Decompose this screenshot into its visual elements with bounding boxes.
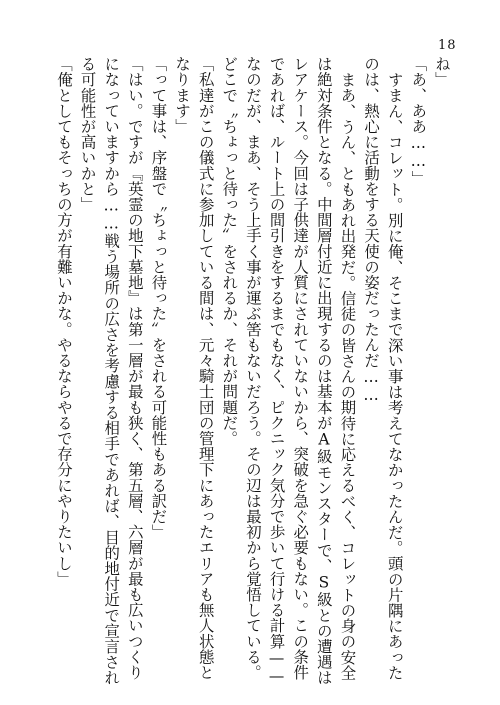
text-line: ね」 <box>433 56 451 88</box>
text-line: 「俺としてもそっちの方が有難いかな。やるならやるで存分にやりたいし」 <box>55 56 73 587</box>
text-line: になっていますから……戦う場所の広さを考慮する相手であれば、目的地付近で宣言され <box>102 56 121 686</box>
text-line: のは、熱心に活動をする天使の姿だったんだ…… <box>362 56 381 405</box>
text-line: まあ、うん、ともあれ出発だ。信徒の皆さんの期待に応えるべく、コレットの身の安全 <box>338 72 357 681</box>
text-line: 「はい。ですが『英霊の地下墓地』は第一層が最も狭く、第五層、六層が最も広いつくり <box>125 56 144 680</box>
text-line: レアケース。今回は子供達が人質にされていないから、突破を急ぐ必要もない。この条件 <box>291 56 310 680</box>
text-line: 「って事は、序盤で〝ちょっと待った〟をされる可能性もある訳だ」 <box>149 56 168 540</box>
page-number: 18 <box>438 38 457 53</box>
text-line: る可能性が高いかと」 <box>78 56 97 212</box>
text-line: 「私達がこの儀式に参加している間は、元々騎士団の管理下にあったエリアも無人状態と <box>196 56 215 680</box>
text-line: なのだが、まあ、そう上手く事が運ぶ筈もないだろう。その辺は最初から覚悟している。 <box>244 56 262 680</box>
vertical-text-body <box>55 56 451 686</box>
text-line: は絶対条件となる。中間層付近に出現するのは基本がA級モンスターで、S級との遭遇は <box>314 56 333 686</box>
text-line: どこで〝ちょっと待った〟をされるか、それが問題だ。 <box>220 56 239 446</box>
text-line: であれば、ルート上の間引きをするまでもなく、ピクニック気分で歩いて行ける計算—— <box>267 56 286 686</box>
text-line: すまん、コレット。別に俺、そこまで深い事は考えてなかったんだ。頭の片隅にあった <box>385 72 404 681</box>
text-line: 「あ、ああ……」 <box>409 56 428 186</box>
text-line: なります」 <box>173 56 192 134</box>
